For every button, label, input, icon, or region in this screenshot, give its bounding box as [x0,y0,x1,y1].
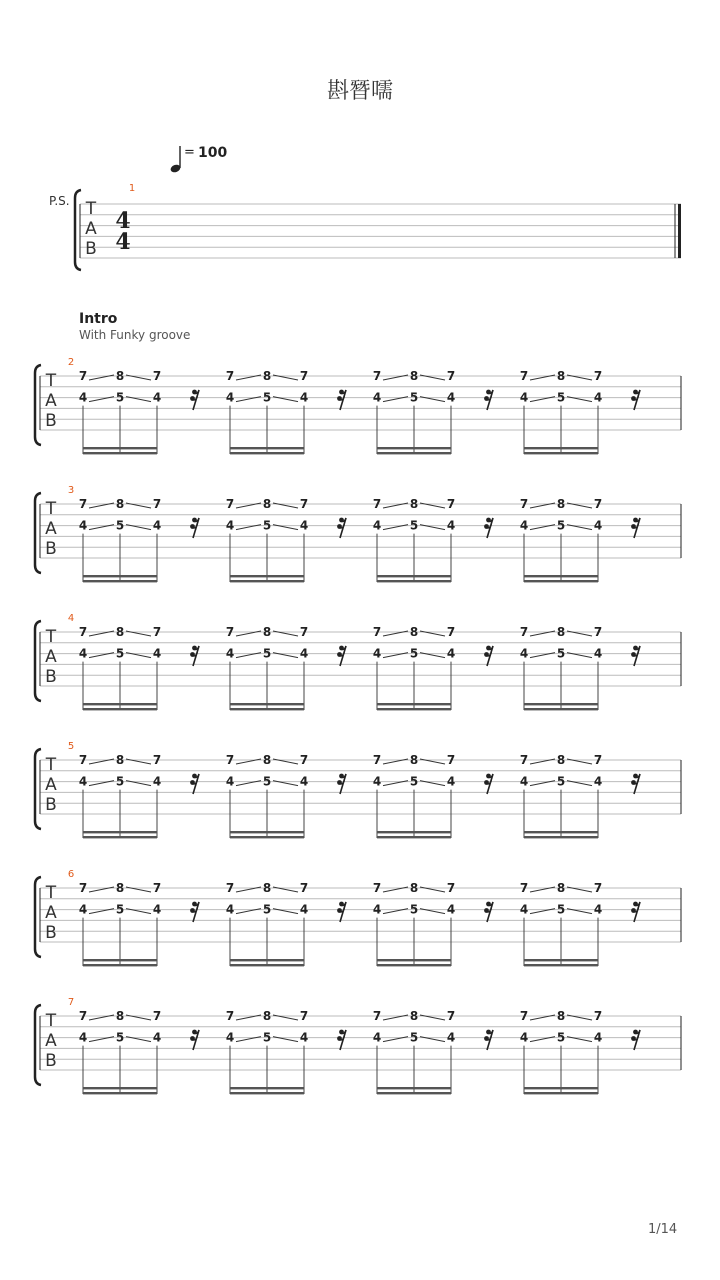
tab-clef-b: B [45,923,57,944]
fret-number: 4 [152,1030,162,1045]
beam-secondary [524,836,598,838]
fret-number: 4 [78,518,88,533]
beam-secondary [83,1092,157,1094]
tab-clef-a: A [45,391,57,412]
measure-number: 7 [67,997,75,1008]
fret-number: 7 [78,625,88,639]
fret-number: 8 [556,753,566,767]
beam-primary [524,447,598,449]
fret-number: 5 [409,774,419,789]
measure-number: 5 [67,741,75,752]
fret-number: 4 [519,518,529,533]
beam-secondary [377,580,451,582]
fret-number: 8 [262,625,272,639]
fret-number: 7 [299,369,309,383]
fret-number: 5 [556,774,566,789]
fret-number: 7 [372,881,382,895]
fret-number: 7 [152,369,162,383]
fret-number: 7 [78,497,88,511]
fret-number: 5 [409,646,419,661]
measure-number: 2 [67,357,75,368]
fret-number: 7 [78,369,88,383]
fret-number: 7 [519,497,529,511]
fret-number: 8 [262,497,272,511]
beam-secondary [377,964,451,966]
fret-number: 4 [446,646,456,661]
beam-secondary [83,452,157,454]
fret-number: 8 [409,369,419,383]
fret-number: 4 [593,646,603,661]
measure-number: 1 [128,183,136,194]
beam-primary [377,1087,451,1089]
tab-clef-a: A [45,1031,57,1052]
fret-number: 4 [152,390,162,405]
fret-number: 7 [299,753,309,767]
fret-number: 5 [556,646,566,661]
fret-number: 4 [372,774,382,789]
fret-number: 8 [556,625,566,639]
tempo-equals: = [184,145,195,160]
fret-number: 5 [115,390,125,405]
beam-primary [377,831,451,833]
fret-number: 5 [262,902,272,917]
fret-number: 4 [519,774,529,789]
fret-number: 7 [593,369,603,383]
fret-number: 7 [152,1009,162,1023]
fret-number: 5 [409,902,419,917]
fret-number: 7 [446,753,456,767]
beam-secondary [230,452,304,454]
tab-clef-a: A [85,219,97,240]
fret-number: 8 [115,625,125,639]
fret-number: 7 [299,881,309,895]
fret-number: 4 [78,390,88,405]
tab-clef-a: A [45,647,57,668]
beam-primary [230,575,304,577]
fret-number: 5 [409,1030,419,1045]
fret-number: 5 [409,390,419,405]
tab-clef-t: T [45,883,57,904]
fret-number: 4 [446,774,456,789]
fret-number: 7 [152,881,162,895]
beam-secondary [524,580,598,582]
beam-primary [524,959,598,961]
fret-number: 4 [299,902,309,917]
fret-number: 7 [372,369,382,383]
fret-number: 7 [299,497,309,511]
fret-number: 7 [519,369,529,383]
fret-number: 7 [225,1009,235,1023]
fret-number: 5 [262,518,272,533]
fret-number: 7 [446,881,456,895]
fret-number: 8 [262,881,272,895]
fret-number: 5 [556,518,566,533]
song-title: 斟朁嚅 [326,79,393,104]
tab-clef-a: A [45,903,57,924]
fret-number: 4 [225,646,235,661]
fret-number: 7 [225,881,235,895]
beam-primary [377,959,451,961]
fret-number: 8 [115,369,125,383]
beam-secondary [230,580,304,582]
fret-number: 4 [519,902,529,917]
fret-number: 7 [225,625,235,639]
tab-clef-t: T [45,755,57,776]
staff-system-5 [35,741,681,838]
tab-clef-b: B [45,667,57,688]
fret-number: 4 [299,646,309,661]
beam-secondary [377,452,451,454]
fret-number: 7 [152,753,162,767]
beam-primary [524,703,598,705]
fret-number: 5 [115,518,125,533]
beam-secondary [524,1092,598,1094]
fret-number: 4 [152,518,162,533]
measure-number: 3 [67,485,75,496]
fret-number: 4 [225,390,235,405]
fret-number: 7 [593,1009,603,1023]
beam-secondary [524,452,598,454]
fret-number: 7 [372,497,382,511]
fret-number: 8 [115,881,125,895]
fret-number: 7 [446,1009,456,1023]
fret-number: 4 [372,518,382,533]
fret-number: 8 [409,881,419,895]
beam-primary [524,1087,598,1089]
fret-number: 4 [299,1030,309,1045]
fret-number: 7 [299,625,309,639]
fret-number: 7 [299,1009,309,1023]
staff-system-3 [35,485,681,582]
fret-number: 4 [299,774,309,789]
fret-number: 4 [593,902,603,917]
fret-number: 7 [372,625,382,639]
fret-number: 4 [78,1030,88,1045]
beam-secondary [377,1092,451,1094]
fret-number: 8 [409,625,419,639]
fret-number: 4 [372,1030,382,1045]
fret-number: 7 [519,1009,529,1023]
fret-number: 4 [225,518,235,533]
beam-primary [230,703,304,705]
fret-number: 4 [593,390,603,405]
fret-number: 7 [519,625,529,639]
beam-secondary [377,836,451,838]
fret-number: 5 [556,390,566,405]
fret-number: 4 [519,390,529,405]
fret-number: 7 [446,625,456,639]
fret-number: 8 [115,753,125,767]
fret-number: 5 [262,646,272,661]
tab-clef-b: B [45,1051,57,1072]
fret-number: 5 [262,774,272,789]
fret-number: 7 [519,753,529,767]
time-signature-bottom: 4 [115,229,131,255]
fret-number: 7 [372,1009,382,1023]
fret-number: 5 [262,390,272,405]
fret-number: 7 [372,753,382,767]
fret-number: 7 [593,881,603,895]
fret-number: 8 [115,497,125,511]
fret-number: 8 [556,369,566,383]
tab-clef-a: A [45,775,57,796]
beam-secondary [230,964,304,966]
beam-secondary [377,708,451,710]
beam-primary [377,703,451,705]
fret-number: 4 [519,646,529,661]
fret-number: 4 [225,902,235,917]
fret-number: 5 [115,902,125,917]
staff-system-1 [75,183,681,270]
instrument-label: P.S. [49,194,70,208]
fret-number: 4 [299,390,309,405]
beam-primary [83,575,157,577]
fret-number: 7 [78,881,88,895]
fret-number: 7 [446,497,456,511]
beam-primary [230,1087,304,1089]
fret-number: 5 [115,1030,125,1045]
fret-number: 4 [299,518,309,533]
beam-secondary [83,580,157,582]
beam-primary [230,831,304,833]
beam-primary [230,959,304,961]
section-name: Intro [79,311,118,327]
beam-secondary [230,708,304,710]
beam-primary [377,575,451,577]
beam-secondary [524,964,598,966]
fret-number: 4 [446,1030,456,1045]
tab-clef-a: A [45,519,57,540]
fret-number: 5 [115,774,125,789]
fret-number: 8 [262,369,272,383]
staff-system-2 [35,357,681,454]
beam-secondary [83,708,157,710]
fret-number: 8 [115,1009,125,1023]
beam-secondary [524,708,598,710]
fret-number: 4 [372,902,382,917]
tempo-bpm: 100 [198,145,228,161]
fret-number: 4 [78,902,88,917]
fret-number: 7 [225,497,235,511]
fret-number: 8 [556,497,566,511]
fret-number: 4 [225,774,235,789]
beam-secondary [83,836,157,838]
tab-clef-t: T [85,199,97,220]
beam-primary [230,447,304,449]
fret-number: 7 [519,881,529,895]
fret-number: 7 [593,625,603,639]
beam-primary [83,1087,157,1089]
fret-number: 4 [152,902,162,917]
fret-number: 4 [78,646,88,661]
fret-number: 4 [78,774,88,789]
fret-number: 5 [556,902,566,917]
tab-clef-b: B [85,239,97,260]
fret-number: 8 [409,1009,419,1023]
beam-primary [83,447,157,449]
beam-primary [524,575,598,577]
fret-number: 7 [152,625,162,639]
staff-system-7 [35,997,681,1094]
tab-clef-b: B [45,795,57,816]
fret-number: 4 [446,902,456,917]
tab-clef-t: T [45,627,57,648]
tab-clef-b: B [45,539,57,560]
fret-number: 4 [225,1030,235,1045]
fret-number: 8 [409,497,419,511]
tab-clef-t: T [45,1011,57,1032]
beam-primary [524,831,598,833]
beam-secondary [230,1092,304,1094]
fret-number: 7 [446,369,456,383]
beam-primary [83,959,157,961]
fret-number: 8 [556,881,566,895]
staff-system-6 [35,869,681,966]
fret-number: 8 [262,1009,272,1023]
section-description: With Funky groove [79,328,191,342]
tab-clef-b: B [45,411,57,432]
fret-number: 4 [152,774,162,789]
fret-number: 5 [556,1030,566,1045]
beam-primary [83,831,157,833]
fret-number: 4 [446,518,456,533]
fret-number: 8 [262,753,272,767]
fret-number: 4 [152,646,162,661]
page-number: 1/14 [648,1222,678,1237]
fret-number: 7 [152,497,162,511]
measure-number: 6 [67,869,75,880]
fret-number: 4 [593,518,603,533]
beam-primary [377,447,451,449]
staff-system-4 [35,613,681,710]
fret-number: 5 [409,518,419,533]
fret-number: 8 [409,753,419,767]
fret-number: 4 [593,774,603,789]
fret-number: 7 [225,369,235,383]
beam-secondary [83,964,157,966]
tab-clef-t: T [45,371,57,392]
fret-number: 8 [556,1009,566,1023]
fret-number: 5 [115,646,125,661]
fret-number: 4 [446,390,456,405]
fret-number: 7 [78,753,88,767]
fret-number: 5 [262,1030,272,1045]
fret-number: 7 [593,497,603,511]
fret-number: 7 [593,753,603,767]
fret-number: 7 [225,753,235,767]
beam-secondary [230,836,304,838]
time-signature-top: 4 [115,208,131,234]
tab-clef-t: T [45,499,57,520]
fret-number: 4 [372,646,382,661]
fret-number: 4 [593,1030,603,1045]
fret-number: 7 [78,1009,88,1023]
measure-number: 4 [67,613,75,624]
fret-number: 4 [519,1030,529,1045]
beam-primary [83,703,157,705]
fret-number: 4 [372,390,382,405]
